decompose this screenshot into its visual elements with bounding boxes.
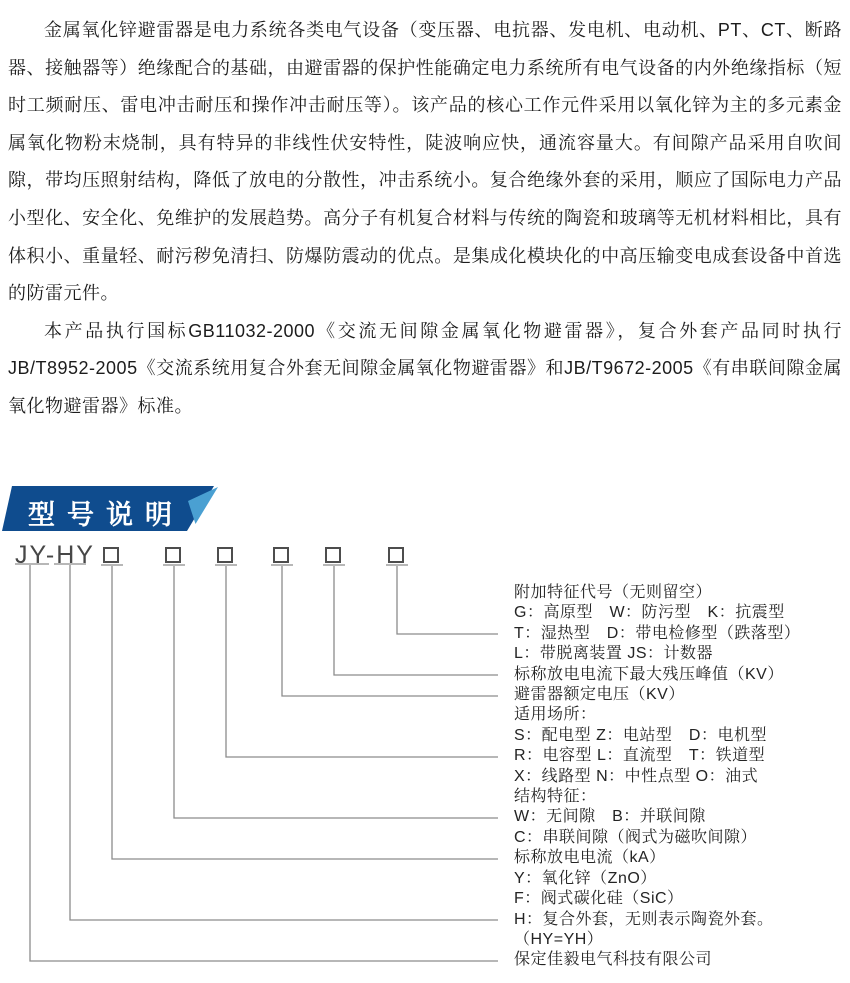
model-legend [514,583,846,971]
connector-box-3 [226,566,498,757]
legend-line-structure-1: W：无间隙 B：并联间隙 [514,808,706,826]
legend-line-housing: H：复合外套，无则表示陶瓷外套。 [514,910,774,928]
legend-line-residual-voltage: 标称放电电流下最大残压峰值（KV） [514,665,784,683]
legend-line-appendix-1: G：高原型 W：防污型 K：抗震型 [514,604,785,622]
connector-box-1 [112,566,498,859]
legend-line-usage-title: 适用场所： [514,706,597,724]
legend-line-structure-title: 结构特征： [514,788,597,806]
connector-hy [70,565,498,920]
model-prefix-text: JY-HY [15,541,95,569]
connector-jy [30,565,498,961]
connector-box-5 [334,566,498,675]
legend-line-sic: F：阀式碳化硅（SiC） [514,890,684,908]
section-title: 型号说明 [28,500,184,530]
connector-box-6 [397,566,498,634]
legend-line-usage-1: S：配电型 Z：电站型 D：电机型 [514,726,767,744]
legend-line-zno: Y：氧化锌（ZnO） [514,869,657,887]
legend-line-rated-voltage: 避雷器额定电压（KV） [514,686,685,704]
legend-line-usage-2: R：电容型 L：直流型 T：铁道型 [514,747,766,765]
legend-line-usage-3: X：线路型 N：中性点型 O：油式 [514,767,759,785]
legend-line-hy-note: （HY=YH） [514,930,604,948]
intro-paragraph-2: 本产品执行国标GB11032-2000《交流无间隙金属氧化物避雷器》，复合外套产品同时执行JB/T8952-2005《交流系统用复合外套无间隙金属氧化物避雷器》和JB/T9672-2005《有串联间隙金属氧化物避雷器》标准。 [8,320,842,416]
legend-line-discharge-current: 标称放电电流（kA） [514,849,666,867]
connector-box-2 [174,566,498,818]
intro-paragraph-1: 金属氧化锌避雷器是电力系统各类电气设备（变压器、电抗器、发电机、电动机、PT、CT、断路器、接触器等）绝缘配合的基础，由避雷器的保护性能确定电力系统所有电气设备的内外绝缘指标（短时工频耐压、雷电冲击耐压和操作冲击耐压等）。该产品的核心工作元件采用以氧化锌为主的多元素金属氧化物粉末烧制，具有特异的非线性伏安特性，陡波响应快，通流容量大。有间隙产品采用自吹间隙，带均压照射结构，降低了放电的分散性，冲击系统小。复合绝缘外套的采用，顺应了国际电力产品小型化、安全化、免维护的发展趋势。高分子有机复合材料与传统的陶瓷和玻璃等无机材料相比，具有体积小、重量轻、耐污秽免清扫、防爆防震动的优点。是集成化模块化的中高压输变电成套设备中首选的防雷元件。 [8,20,842,304]
connector-box-4 [282,566,498,696]
legend-line-appendix-2: T：湿热型 D：带电检修型（跌落型） [514,624,801,642]
section-banner [2,486,218,531]
legend-line-appendix-3: L：带脱离装置 JS：计数器 [514,645,714,663]
legend-line-structure-2: C：串联间隙（阀式为磁吹间隙） [514,828,758,846]
intro-section [8,12,842,426]
company-name: 保定佳毅电气科技有限公司 [514,951,713,969]
legend-line-appendix-title: 附加特征代号（无则留空） [514,584,713,601]
